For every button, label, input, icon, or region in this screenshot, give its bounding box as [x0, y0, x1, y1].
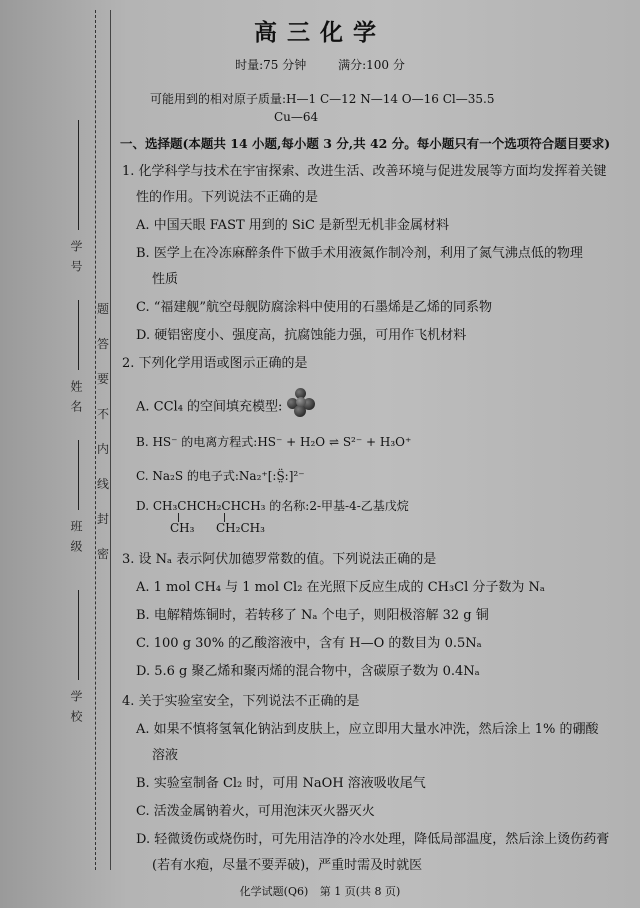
seal-char: 封 — [96, 512, 109, 526]
question-1-stem: 1. 化学科学与技术在宇宙探索、改进生活、改善环境与促进发展等方面均发挥着关键 — [122, 164, 607, 179]
question-1-stem-cont: 性的作用。下列说法不正确的是 — [136, 190, 319, 205]
q2-option-c: C. Na₂S 的电子式:Na₂⁺[:S̤̈:]²⁻ — [136, 469, 305, 483]
seal-char: 答 — [96, 337, 109, 351]
question-2-stem: 2. 下列化学用语或图示正确的是 — [122, 356, 308, 371]
page-footer — [0, 883, 640, 899]
class-label: 班 级 — [69, 520, 83, 554]
q2-option-a — [136, 392, 317, 422]
q2-d-branch-ethyl: CH₂CH₃ — [216, 521, 265, 535]
q4-option-d-cont: (若有水疱，尽量不要弄破)，严重时需及时就医 — [152, 858, 423, 873]
seal-char: 线 — [96, 477, 109, 491]
q3-option-b: B. 电解精炼铜时，若转移了 Nₐ 个电子，则阳极溶解 32 g 铜 — [136, 608, 489, 623]
q2-d-branch-methyl: CH₃ — [170, 521, 195, 535]
school-blank — [78, 590, 79, 680]
q3-option-c: C. 100 g 30% 的乙酸溶液中，含有 H—O 的数目为 0.5Nₐ — [136, 636, 482, 651]
q4-option-c: C. 活泼金属钠着火，可用泡沫灭火器灭火 — [136, 804, 375, 819]
footer-subject: 化学试题(Q6) — [239, 885, 309, 898]
q4-option-d: D. 轻微烫伤或烧伤时，可先用洁净的冷水处理，降低局部温度，然后涂上烫伤药膏 — [136, 832, 610, 847]
q1-option-b-cont: 性质 — [152, 272, 179, 287]
seal-char: 要 — [96, 372, 109, 386]
full-score: 满分:100 分 — [338, 58, 405, 72]
section-heading: 一、选择题(本题共 14 小题,每小题 3 分,共 42 分。每小题只有一个选项符合题目要求) — [120, 136, 611, 151]
q2-option-a-text: A. CCl₄ 的空间填充模型: — [136, 399, 283, 415]
school-label: 学 校 — [69, 690, 83, 724]
q2-option-d: D. CH₃CHCH₂CHCH₃ 的名称:2-甲基-4-乙基戊烷 — [136, 499, 409, 513]
seal-char: 题 — [96, 302, 109, 316]
time-limit: 时量:75 分钟 — [235, 58, 307, 72]
q1-option-c: C. “福建舰”航空母舰防腐涂料中使用的石墨烯是乙烯的同系物 — [136, 300, 493, 315]
q1-option-b: B. 医学上在冷冻麻醉条件下做手术用液氮作制冷剂，利用了氮气沸点低的物理 — [136, 246, 583, 261]
q1-option-d: D. 硬铝密度小、强度高，抗腐蚀能力强，可用作飞机材料 — [136, 328, 467, 343]
atomic-masses: 可能用到的相对原子质量:H—1 C—12 N—14 O—16 Cl—35.5 — [150, 92, 495, 106]
seal-char: 不 — [96, 407, 109, 421]
space-filling-model-icon — [287, 388, 317, 418]
name-blank — [78, 300, 79, 370]
q4-option-a: A. 如果不慎将氢氧化钠沾到皮肤上，应立即用大量水冲洗，然后涂上 1% 的硼酸 — [136, 722, 599, 737]
footer-page: 第 1 页(共 8 页) — [319, 885, 401, 898]
question-3-stem: 3. 设 Nₐ 表示阿伏加德罗常数的值。下列说法正确的是 — [122, 552, 437, 567]
seal-char: 密 — [96, 547, 109, 561]
class-blank — [78, 440, 79, 510]
name-label: 姓 名 — [69, 380, 83, 414]
q3-option-d: D. 5.6 g 聚乙烯和聚丙烯的混合物中，含碳原子数为 0.4Nₐ — [136, 664, 480, 679]
binding-solid-line — [110, 10, 111, 870]
exam-title: 高三化学 — [254, 19, 386, 46]
q3-option-a: A. 1 mol CH₄ 与 1 mol Cl₂ 在光照下反应生成的 CH₃Cl 分子数为 Nₐ — [136, 580, 545, 595]
exam-meta — [0, 56, 640, 73]
question-4-stem: 4. 关于实验室安全，下列说法不正确的是 — [122, 694, 360, 709]
student-no-blank — [78, 120, 79, 230]
q4-option-b: B. 实验室制备 Cl₂ 时，可用 NaOH 溶液吸收尾气 — [136, 776, 426, 791]
q2-option-b: B. HS⁻ 的电离方程式:HS⁻ + H₂O ⇌ S²⁻ + H₃O⁺ — [136, 435, 412, 449]
q1-option-a: A. 中国天眼 FAST 用到的 SiC 是新型无机非金属材料 — [136, 218, 450, 233]
atomic-masses-cu: Cu—64 — [274, 110, 319, 124]
seal-char: 内 — [96, 442, 109, 456]
q4-option-a-cont: 溶液 — [152, 748, 179, 763]
student-no-label: 学 号 — [69, 240, 83, 274]
